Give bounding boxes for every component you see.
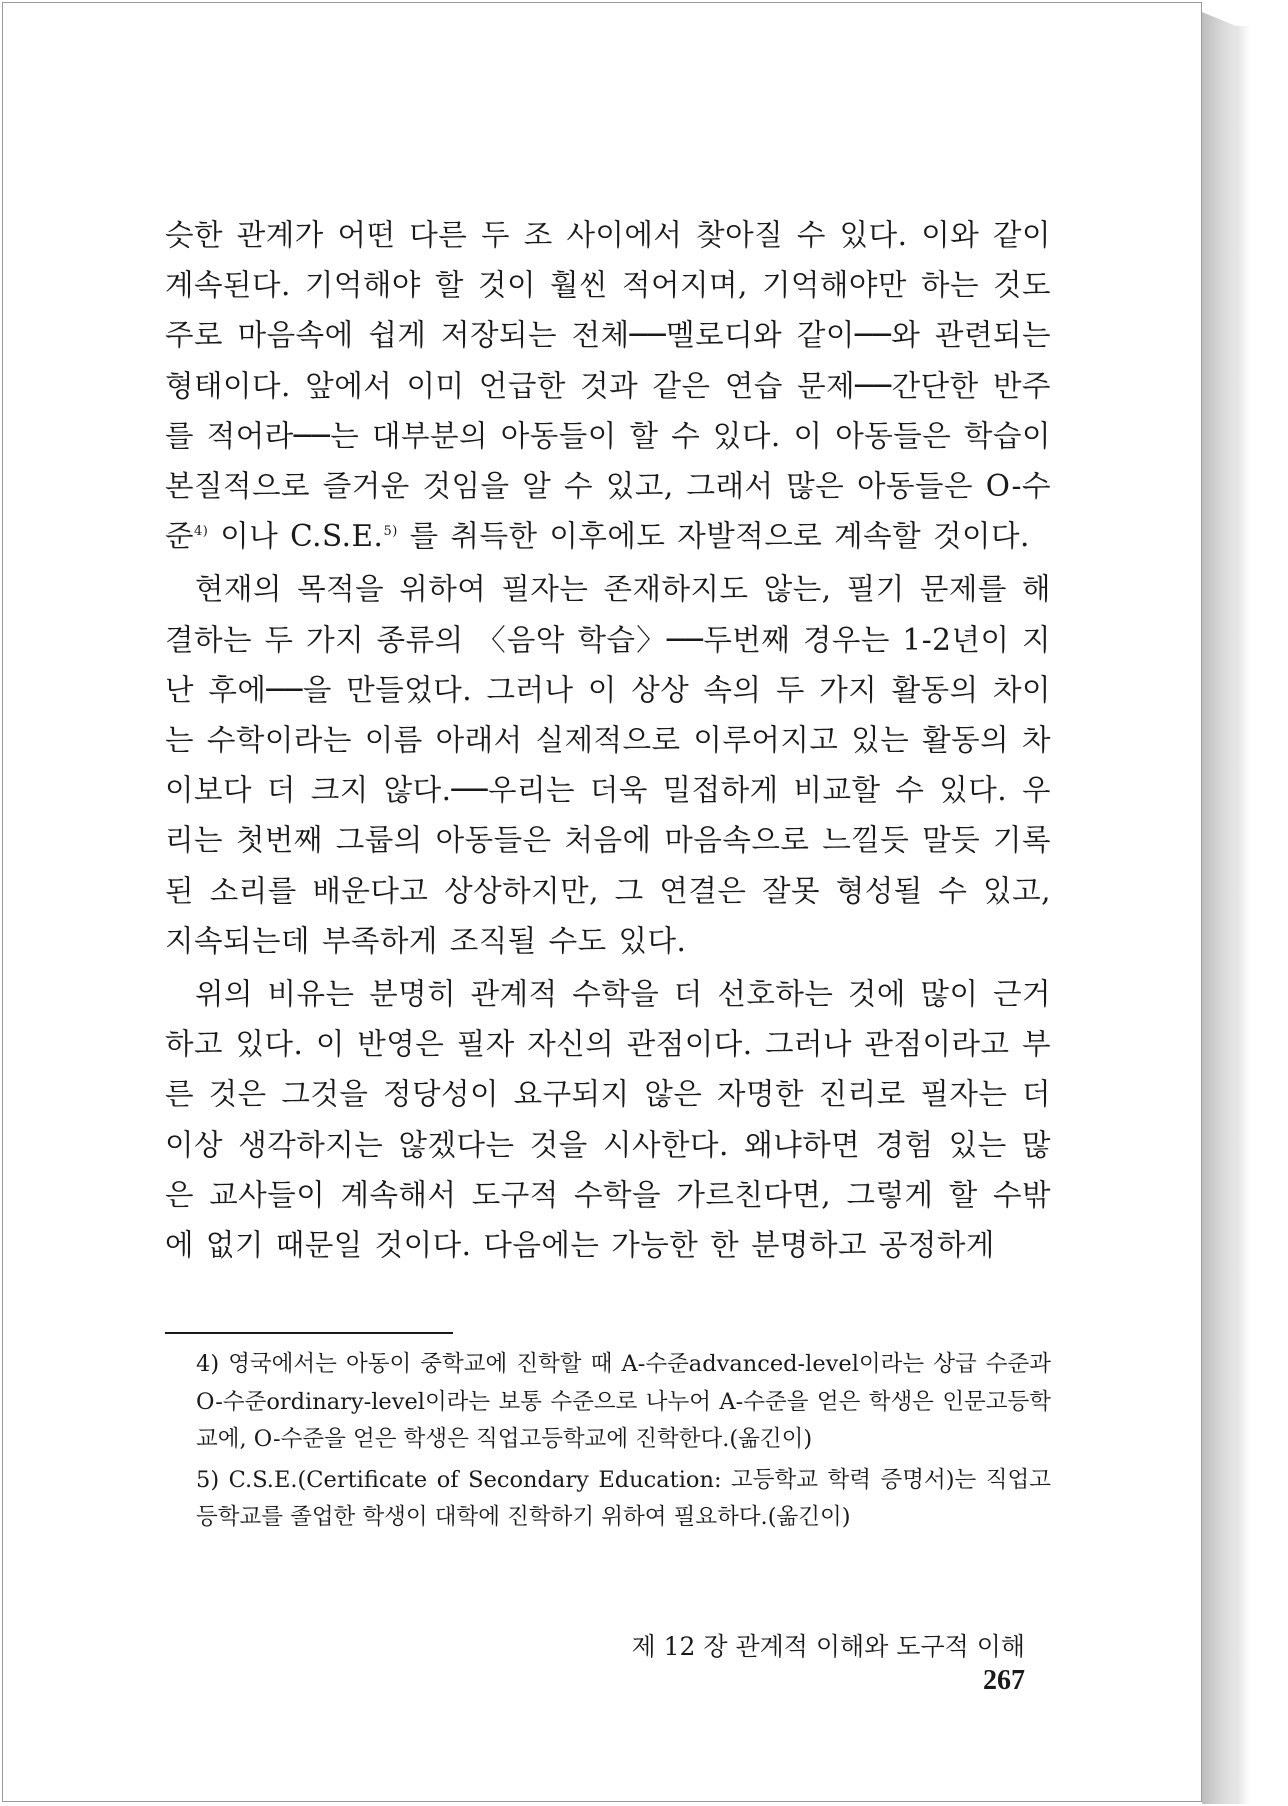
footnote-ref-5[interactable]: 5): [383, 524, 398, 540]
footnote-4: 4) 영국에서는 아동이 중학교에 진학할 때 A-수준advanced-level이라는 상급 수준과 O-수준ordinary-level이라는 보통 수준으로 나누어 A-수준을 얻은 학생은 인문고등학교에, O-수준을 얻은 학생은 직업고등학교에 진학한다.(옮긴이): [196, 1351, 1051, 1452]
paragraph-1: [165, 210, 1051, 561]
page-shadow: [1236, 26, 1250, 1804]
running-head: 제 12 장 관계적 이해와 도구적 이해: [631, 1632, 1025, 1661]
body-text: [165, 210, 1051, 1270]
paragraph-1-text: 슷한 관계가 어떤 다른 두 조 사이에서 찾아질 수 있다. 이와 같이 계속된다. 기억해야 할 것이 훨씬 적어지며, 기억해야만 하는 것도 주로 마음속에 쉽게 저장되는 전체──멜로디와 같이──와 관련되는 형태이다. 앞에서 이미 언급한 것과 같은 연습 문제──간단한 반주를 적어라──는 대부분의 아동들이 할 수 있다. 이 아동들은 학습이 본질적으로 즐거운 것임을 알 수 있고, 그래서 많은 아동들은 O-수준: [165, 218, 1051, 554]
footnote-divider: [165, 1332, 453, 1334]
footnotes: [196, 1346, 1051, 1540]
page-footer: [580, 1630, 1025, 1698]
paragraph-3: 위의 비유는 분명히 관계적 수학을 더 선호하는 것에 많이 근거하고 있다. 이 반영은 필자 자신의 관점이다. 그러나 관점이라고 부른 것은 그것을 정당성이 요구되지 않은 자명한 진리로 필자는 더 이상 생각하지는 않겠다는 것을 시사한다. 왜냐하면 경험 있는 많은 교사들이 계속해서 도구적 수학을 가르친다면, 그렇게 할 수밖에 없기 때문일 것이다. 다음에는 가능한 한 분명하고 공정하게: [165, 977, 1051, 1263]
paragraph-1-cont-b: 를 취득한 이후에도 자발적으로 계속할 것이다.: [397, 519, 1030, 554]
page-stack-edge: [1202, 12, 1236, 1804]
paragraph-2: 현재의 목적을 위하여 필자는 존재하지도 않는, 필기 문제를 해결하는 두 가지 종류의 〈음악 학습〉──두번째 경우는 1-2년이 지난 후에──을 만들었다. 그러나 이 상상 속의 두 가지 활동의 차이는 수학이라는 이름 아래서 실제적으로 이루어지고 있는 활동의 차이보다 더 크지 않다.──우리는 더욱 밀접하게 비교할 수 있다. 우리는 첫번째 그룹의 아동들은 처음에 마음속으로 느낄듯 말듯 기록된 소리를 배운다고 상상하지만, 그 연결은 잘못 형성될 수 있고, 지속되는데 부족하게 조직될 수도 있다.: [165, 572, 1051, 958]
paragraph-1-cont-a: 이나 C.S.E.: [208, 519, 384, 554]
footnote-ref-4[interactable]: 4): [194, 524, 209, 540]
footnote-5: 5) C.S.E.(Certificate of Secondary Education: 고등학교 학력 증명서)는 직업고등학교를 졸업한 학생이 대학에 진학하기 위하여 필요하다.(옮긴이): [196, 1466, 1051, 1530]
page-number: 267: [983, 1665, 1025, 1696]
